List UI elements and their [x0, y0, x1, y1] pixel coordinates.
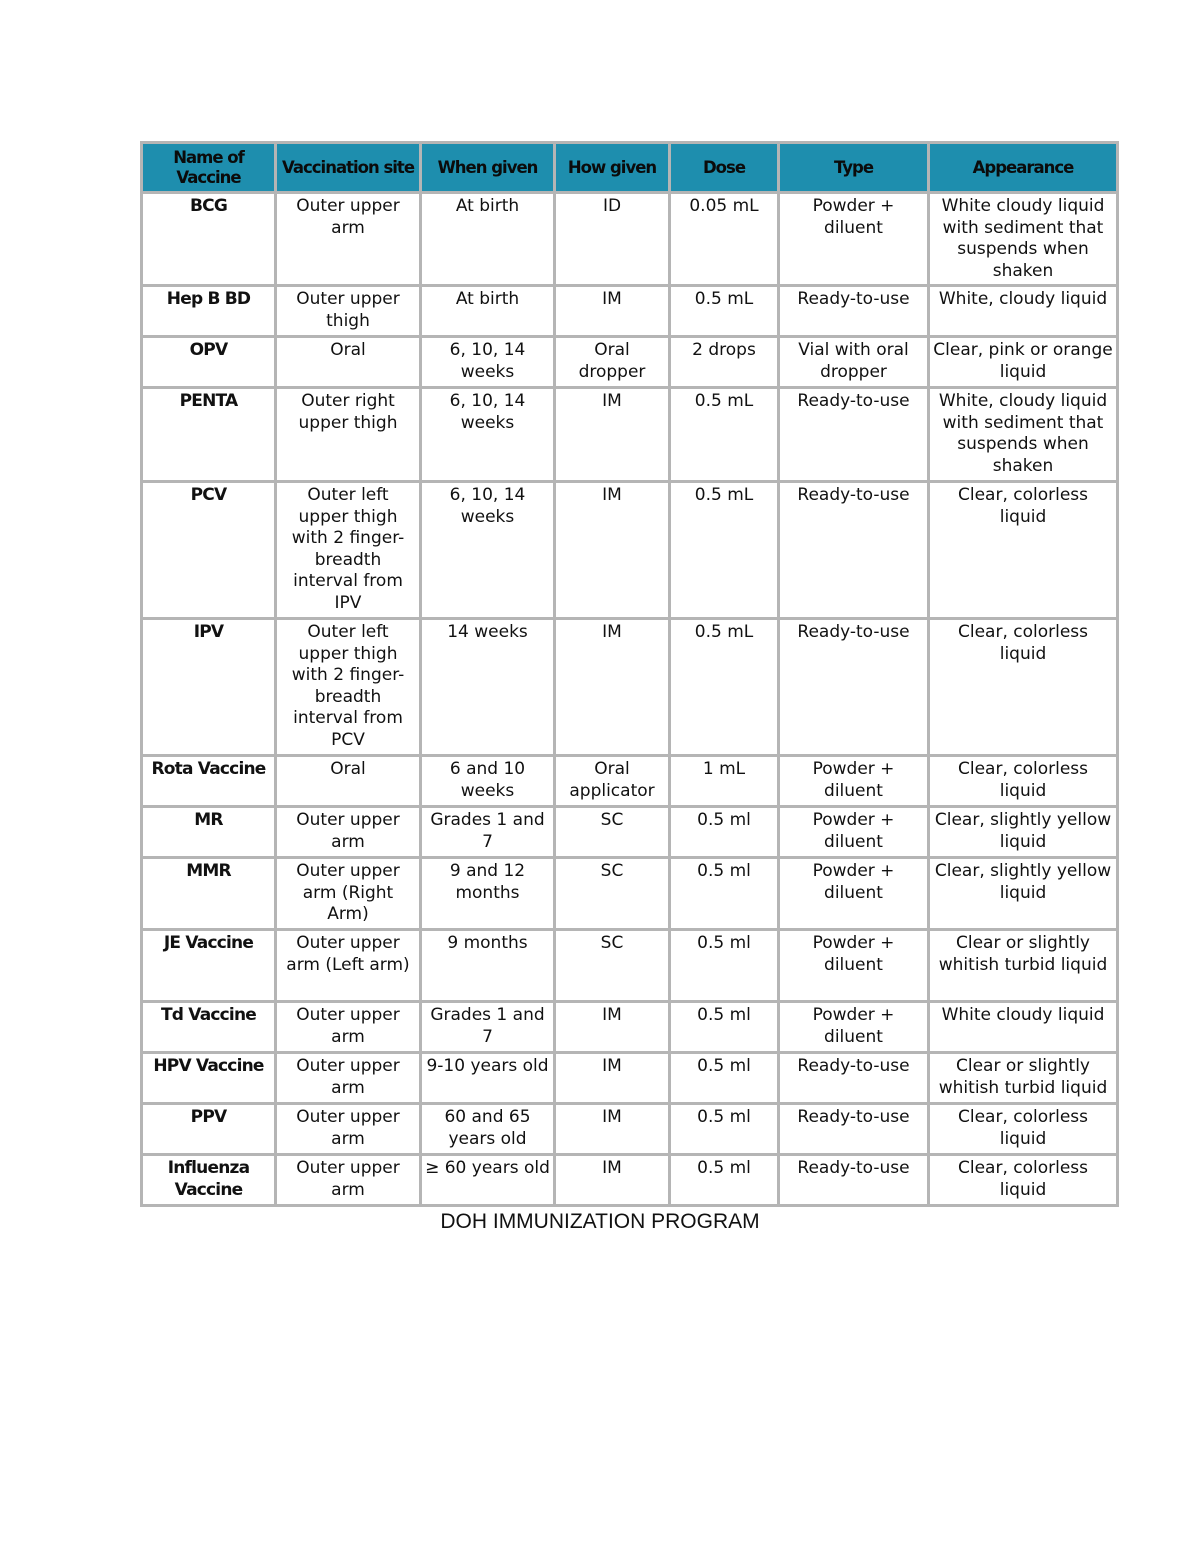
cell-site: Oral — [276, 756, 421, 807]
cell-when: Grades 1 and 7 — [421, 807, 555, 858]
table-row — [142, 930, 1118, 1002]
table-row — [142, 1053, 1118, 1104]
cell-appearance: Clear or slightly whitish turbid liquid — [929, 930, 1118, 1002]
cell-how: SC — [555, 858, 670, 930]
cell-site: Outer upper arm — [276, 1155, 421, 1206]
cell-name: JE Vaccine — [142, 930, 276, 1002]
cell-appearance: Clear, colorless liquid — [929, 482, 1118, 619]
header-dose: Dose — [670, 143, 779, 193]
cell-when: 60 and 65 years old — [421, 1104, 555, 1155]
cell-how: IM — [555, 388, 670, 482]
cell-name: OPV — [142, 337, 276, 388]
cell-site: Outer right upper thigh — [276, 388, 421, 482]
cell-dose: 0.5 ml — [670, 1104, 779, 1155]
cell-dose: 2 drops — [670, 337, 779, 388]
cell-type: Ready-to-use — [779, 388, 929, 482]
header-name: Name of Vaccine — [142, 143, 276, 193]
cell-how: IM — [555, 1002, 670, 1053]
cell-dose: 0.5 ml — [670, 807, 779, 858]
cell-type: Ready-to-use — [779, 1104, 929, 1155]
cell-site: Outer upper arm — [276, 1053, 421, 1104]
cell-dose: 0.5 mL — [670, 286, 779, 337]
cell-site: Outer upper thigh — [276, 286, 421, 337]
cell-how: Oral dropper — [555, 337, 670, 388]
cell-appearance: Clear or slightly whitish turbid liquid — [929, 1053, 1118, 1104]
cell-how: IM — [555, 286, 670, 337]
cell-how: IM — [555, 482, 670, 619]
cell-when: 6 and 10 weeks — [421, 756, 555, 807]
cell-name: PCV — [142, 482, 276, 619]
cell-appearance: White cloudy liquid — [929, 1002, 1118, 1053]
cell-type: Powder + diluent — [779, 807, 929, 858]
cell-dose: 0.5 ml — [670, 1002, 779, 1053]
cell-appearance: Clear, colorless liquid — [929, 756, 1118, 807]
cell-dose: 0.5 mL — [670, 388, 779, 482]
cell-type: Ready-to-use — [779, 482, 929, 619]
cell-appearance: Clear, colorless liquid — [929, 1104, 1118, 1155]
cell-type: Ready-to-use — [779, 1155, 929, 1206]
cell-when: 6, 10, 14 weeks — [421, 337, 555, 388]
cell-dose: 0.5 mL — [670, 482, 779, 619]
cell-when: At birth — [421, 286, 555, 337]
cell-type: Powder + diluent — [779, 1002, 929, 1053]
cell-appearance: Clear, colorless liquid — [929, 619, 1118, 756]
cell-site: Outer upper arm — [276, 1104, 421, 1155]
cell-when: 9 months — [421, 930, 555, 1002]
cell-type: Powder + diluent — [779, 930, 929, 1002]
cell-appearance: Clear, slightly yellow liquid — [929, 807, 1118, 858]
cell-appearance: Clear, slightly yellow liquid — [929, 858, 1118, 930]
cell-when: 9-10 years old — [421, 1053, 555, 1104]
cell-when: 6, 10, 14 weeks — [421, 388, 555, 482]
cell-name: IPV — [142, 619, 276, 756]
header-how: How given — [555, 143, 670, 193]
cell-dose: 1 mL — [670, 756, 779, 807]
header-row — [142, 143, 1118, 193]
cell-how: IM — [555, 1155, 670, 1206]
header-when: When given — [421, 143, 555, 193]
cell-dose: 0.5 mL — [670, 619, 779, 756]
cell-name: BCG — [142, 193, 276, 286]
cell-site: Outer upper arm (Left arm) — [276, 930, 421, 1002]
table-row — [142, 193, 1118, 286]
header-site: Vaccination site — [276, 143, 421, 193]
cell-site: Outer upper arm — [276, 193, 421, 286]
header-type: Type — [779, 143, 929, 193]
table-row — [142, 619, 1118, 756]
vaccine-schedule-table — [140, 141, 1119, 1207]
table-row — [142, 807, 1118, 858]
cell-how: IM — [555, 1053, 670, 1104]
table-row — [142, 858, 1118, 930]
table-row — [142, 388, 1118, 482]
cell-how: Oral applicator — [555, 756, 670, 807]
cell-site: Oral — [276, 337, 421, 388]
cell-type: Ready-to-use — [779, 619, 929, 756]
cell-when: 6, 10, 14 weeks — [421, 482, 555, 619]
cell-type: Ready-to-use — [779, 1053, 929, 1104]
cell-type: Powder + diluent — [779, 858, 929, 930]
table-row — [142, 337, 1118, 388]
cell-dose: 0.5 ml — [670, 1155, 779, 1206]
cell-name: MMR — [142, 858, 276, 930]
cell-when: 9 and 12 months — [421, 858, 555, 930]
cell-dose: 0.05 mL — [670, 193, 779, 286]
cell-site: Outer left upper thigh with 2 finger-breadth interval from PCV — [276, 619, 421, 756]
cell-name: MR — [142, 807, 276, 858]
table-row — [142, 756, 1118, 807]
table-row — [142, 1155, 1118, 1206]
cell-site: Outer upper arm — [276, 1002, 421, 1053]
cell-name: Hep B BD — [142, 286, 276, 337]
cell-name: PENTA — [142, 388, 276, 482]
cell-appearance: White cloudy liquid with sediment that suspends when shaken — [929, 193, 1118, 286]
cell-type: Powder + diluent — [779, 193, 929, 286]
cell-how: IM — [555, 619, 670, 756]
cell-name: HPV Vaccine — [142, 1053, 276, 1104]
cell-dose: 0.5 ml — [670, 1053, 779, 1104]
cell-dose: 0.5 ml — [670, 930, 779, 1002]
cell-when: At birth — [421, 193, 555, 286]
cell-when: 14 weeks — [421, 619, 555, 756]
cell-how: ID — [555, 193, 670, 286]
cell-site: Outer upper arm — [276, 807, 421, 858]
cell-type: Vial with oral dropper — [779, 337, 929, 388]
page-caption: DOH IMMUNIZATION PROGRAM — [440, 1210, 760, 1233]
table-row — [142, 482, 1118, 619]
cell-how: SC — [555, 930, 670, 1002]
cell-site: Outer left upper thigh with 2 finger-breadth interval from IPV — [276, 482, 421, 619]
cell-appearance: Clear, pink or orange liquid — [929, 337, 1118, 388]
cell-how: IM — [555, 1104, 670, 1155]
cell-when: Grades 1 and 7 — [421, 1002, 555, 1053]
cell-when: ≥ 60 years old — [421, 1155, 555, 1206]
cell-appearance: White, cloudy liquid with sediment that suspends when shaken — [929, 388, 1118, 482]
cell-type: Ready-to-use — [779, 286, 929, 337]
table-row — [142, 1104, 1118, 1155]
cell-site: Outer upper arm (Right Arm) — [276, 858, 421, 930]
header-appearance: Appearance — [929, 143, 1118, 193]
table-row — [142, 1002, 1118, 1053]
table-row — [142, 286, 1118, 337]
cell-name: Td Vaccine — [142, 1002, 276, 1053]
cell-dose: 0.5 ml — [670, 858, 779, 930]
cell-appearance: Clear, colorless liquid — [929, 1155, 1118, 1206]
cell-name: Influenza Vaccine — [142, 1155, 276, 1206]
cell-name: PPV — [142, 1104, 276, 1155]
cell-how: SC — [555, 807, 670, 858]
cell-name: Rota Vaccine — [142, 756, 276, 807]
cell-type: Powder + diluent — [779, 756, 929, 807]
cell-appearance: White, cloudy liquid — [929, 286, 1118, 337]
